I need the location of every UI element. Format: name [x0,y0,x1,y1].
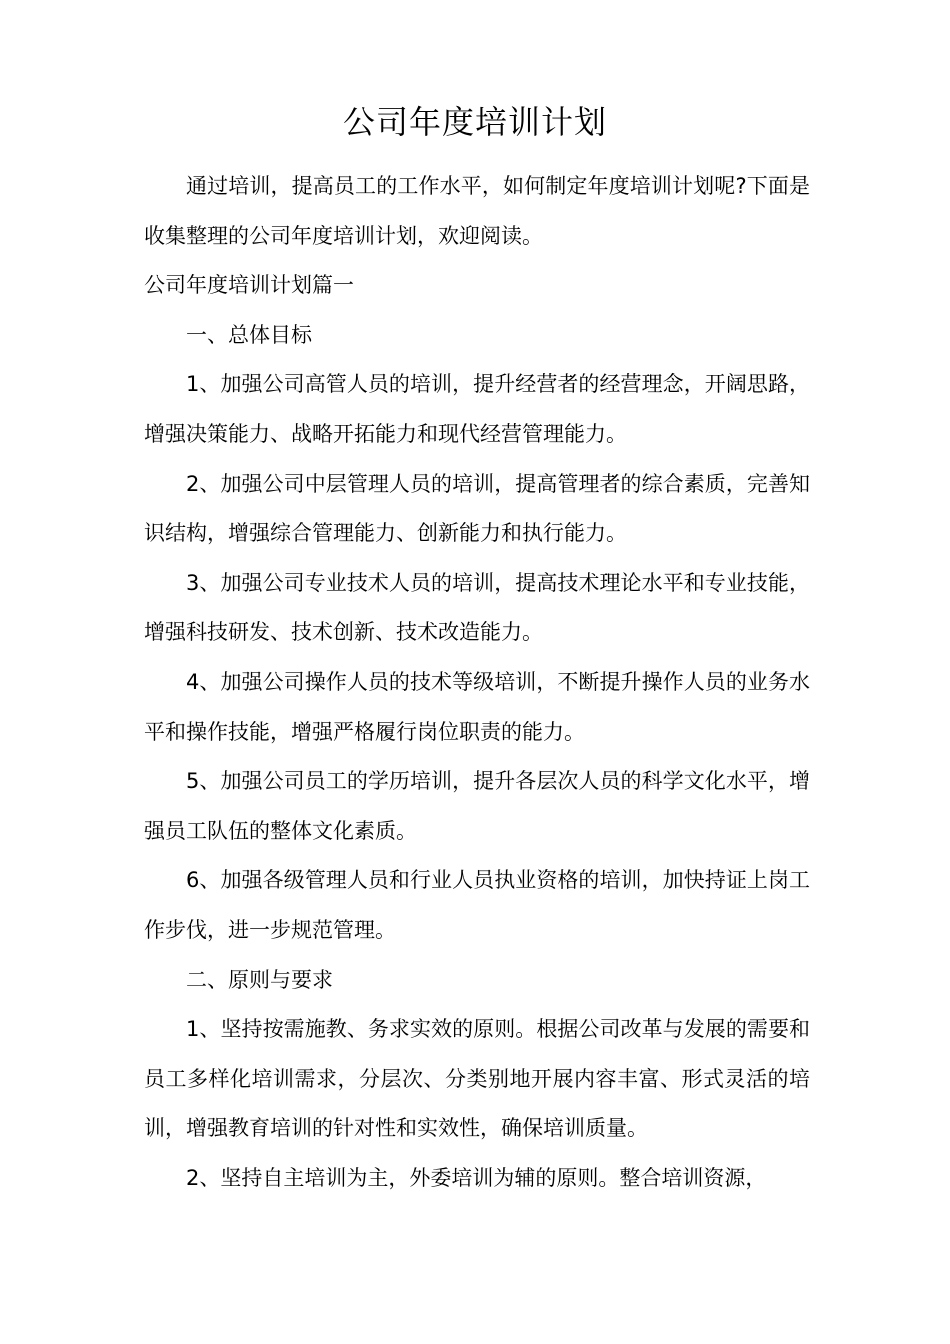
goal-item-3: 3、加强公司专业技术人员的培训，提高技术理论水平和专业技能，增强科技研发、技术创新、技术改造能力。 [144,570,810,645]
document-body [144,162,810,1203]
heading-overall-goals: 一、总体目标 [186,322,312,347]
principle-item-1: 1、坚持按需施教、务求实效的原则。根据公司改革与发展的需要和员工多样化培训需求，分层次、分类别地开展内容丰富、形式灵活的培训，增强教育培训的针对性和实效性，确保培训质量。 [144,1017,810,1141]
section-heading-part-one: 公司年度培训计划篇一 [144,273,354,298]
intro-paragraph: 通过培训，提高员工的工作水平，如何制定年度培训计划呢?下面是收集整理的公司年度培训计划，欢迎阅读。 [144,174,810,248]
goal-item-5: 5、加强公司员工的学历培训，提升各层次人员的科学文化水平，增强员工队伍的整体文化素质。 [144,769,810,843]
heading-principles: 二、原则与要求 [186,967,333,992]
goal-item-4: 4、加强公司操作人员的技术等级培训，不断提升操作人员的业务水平和操作技能，增强严格履行岗位职责的能力。 [144,669,810,744]
goal-item-2: 2、加强公司中层管理人员的培训，提高管理者的综合素质，完善知识结构，增强综合管理能力、创新能力和执行能力。 [144,471,810,546]
goal-item-1: 1、加强公司高管人员的培训，提升经营者的经营理念，开阔思路，增强决策能力、战略开拓能力和现代经营管理能力。 [144,372,810,446]
document-title: 公司年度培训计划 [342,103,607,141]
goal-item-6: 6、加强各级管理人员和行业人员执业资格的培训，加快持证上岗工作步伐，进一步规范管理。 [144,868,810,942]
principle-item-2: 2、坚持自主培训为主，外委培训为辅的原则。整合培训资源， [186,1165,767,1190]
